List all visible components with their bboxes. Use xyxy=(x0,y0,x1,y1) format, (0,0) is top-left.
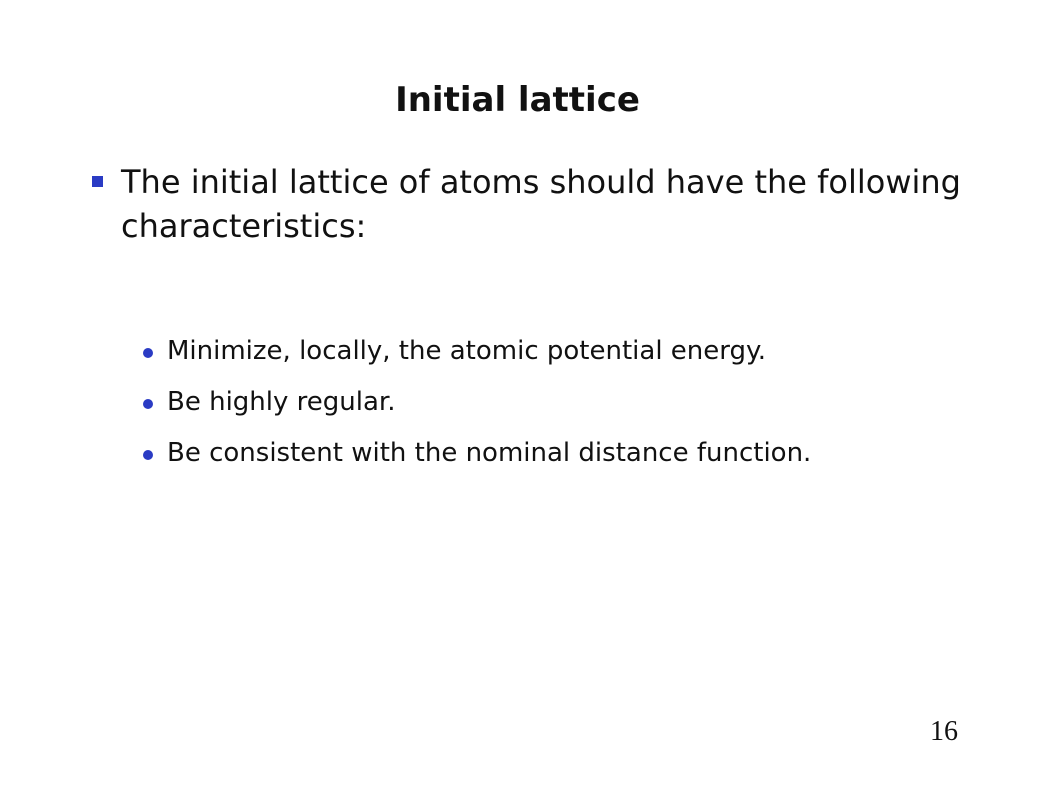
main-bullet xyxy=(88,160,968,248)
sub-bullet-list xyxy=(140,333,940,486)
slide-title: Initial lattice xyxy=(395,80,640,120)
page-number: 16 xyxy=(930,716,958,747)
dot-bullet-icon xyxy=(143,348,153,358)
dot-bullet-icon xyxy=(143,399,153,409)
main-bullet-text: The initial lattice of atoms should have the following characteristics: xyxy=(121,163,961,245)
sub-bullet-text: Be consistent with the nominal distance function. xyxy=(167,438,812,468)
sub-bullet-item xyxy=(140,384,940,421)
sub-bullet-item xyxy=(140,333,940,370)
sub-bullet-text: Be highly regular. xyxy=(167,387,396,417)
dot-bullet-icon xyxy=(143,450,153,460)
sub-bullet-text: Minimize, locally, the atomic potential energy. xyxy=(167,336,766,366)
sub-bullet-item xyxy=(140,435,940,472)
square-bullet-icon xyxy=(92,176,103,187)
